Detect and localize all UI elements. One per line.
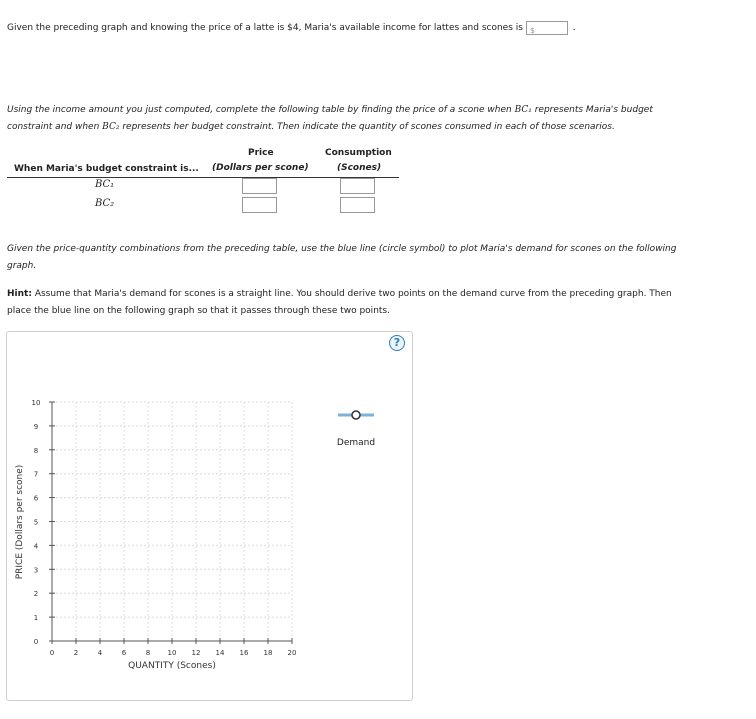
x-axis-label: QUANTITY (Scones) [128,661,216,671]
x-tick-label: 4 [97,649,103,657]
y-axis-label: PRICE (Dollars per scone) [15,464,25,580]
x-tick-label: 16 [239,649,249,657]
bc2-symbol: BC₂ [102,122,120,132]
plot-instruction-line2: graph. [7,261,37,271]
consumption-header: Consumption [325,148,392,158]
x-tick-label: 18 [263,649,273,657]
y-tick-label: 2 [33,590,39,599]
x-tick-label: 14 [215,649,225,657]
consumption-subheader: (Scones) [337,163,382,173]
y-tick-label: 7 [33,470,39,479]
grid-lines [52,402,292,641]
y-tick-label: 6 [33,494,39,503]
hint-text: Assume that Maria's demand for scones is a straight line. You should derive two points on the demand curve from the preceding graph. Then [34,289,672,299]
question-income-text: Given the preceding graph and knowing the price of a latte is $4, Maria's available income for lattes and scones is [7,23,523,33]
y-tick-label: 8 [33,446,39,455]
row-label-bc1: BC₁ [95,179,115,190]
demand-tool[interactable] [338,411,374,419]
instruction-text: represents Maria's budget [534,105,653,115]
y-tick-label: 4 [33,542,39,551]
x-tick-label: 0 [49,649,55,657]
y-tick-label: 5 [33,518,39,527]
legend-demand-label: Demand [336,438,376,448]
bc1-symbol: BC₁ [514,105,532,115]
dollar-prefix: $ [529,25,535,35]
instruction-text: represents her budget constraint. Then indicate the quantity of scones consumed in each of those scenarios. [122,122,615,132]
y-tick-label: 9 [33,422,39,431]
price-subheader: (Dollars per scone) [212,163,309,173]
y-tick-label: 1 [33,614,39,623]
ticks [32,399,297,657]
x-tick-label: 12 [191,649,201,657]
constraint-header: When Maria's budget constraint is... [14,164,199,174]
y-tick-label: 10 [31,399,41,407]
instruction-text: constraint and when [7,122,100,132]
demand-tool-circle-icon[interactable] [352,411,360,419]
y-tick-label: 3 [33,566,39,575]
hint-label: Hint: [7,289,32,299]
x-tick-label: 10 [167,649,177,657]
hint-line2: place the blue line on the following graph so that it passes through these two points. [7,306,390,316]
row-label-bc2: BC₂ [95,198,115,209]
help-icon[interactable]: ? [389,335,405,351]
question-income-period: . [572,23,576,33]
plot-instruction-line1: Given the price-quantity combinations from the preceding table, use the blue line (circle symbol) to plot Maria's demand for scones on the following [7,244,677,254]
price-header: Price [248,148,274,158]
y-tick-label: 0 [33,638,39,646]
x-tick-label: 20 [287,649,297,657]
x-tick-label: 2 [73,649,79,657]
instruction-text: Using the income amount you just computed, complete the following table by finding the price of a scone when [7,105,512,115]
x-tick-label: 6 [121,649,127,657]
x-tick-label: 8 [145,649,151,657]
